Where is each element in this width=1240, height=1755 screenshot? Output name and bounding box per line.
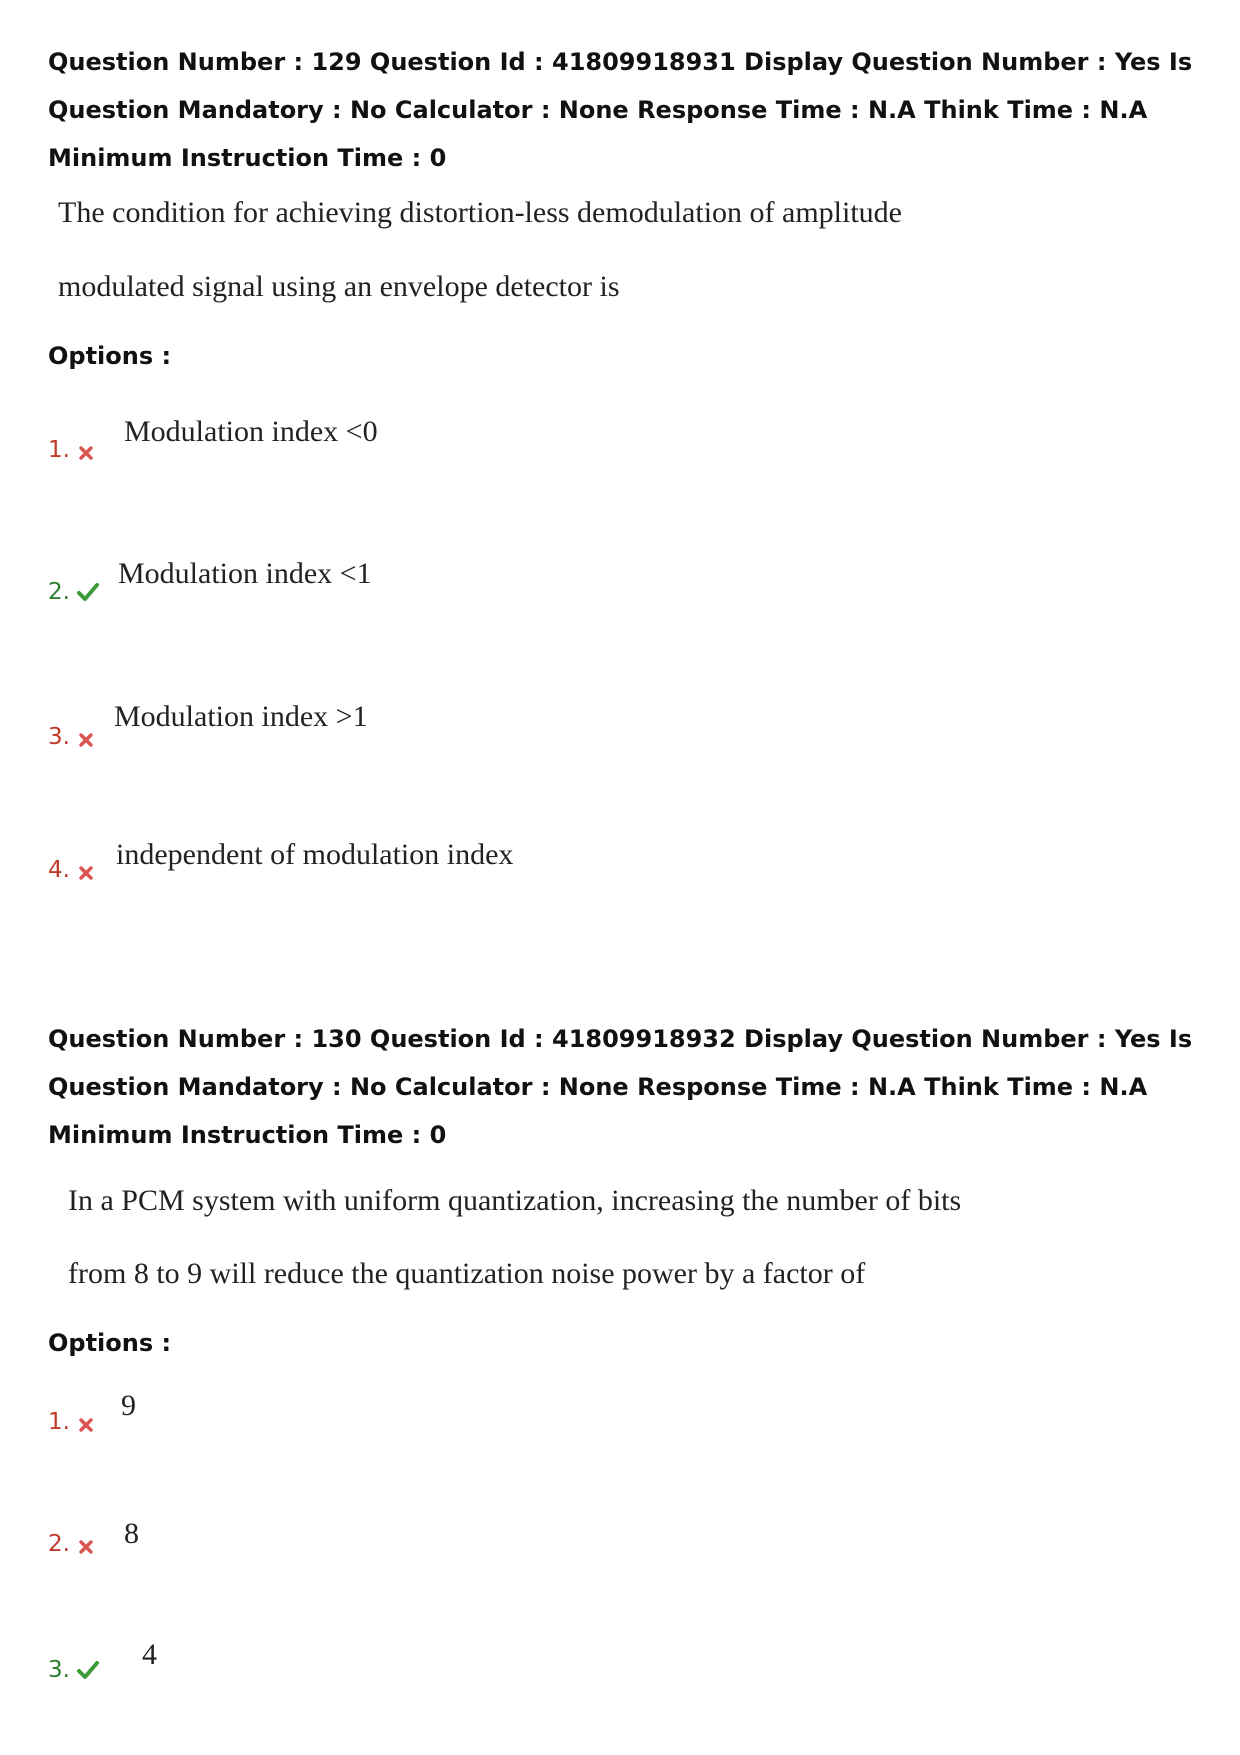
question-129-options-label: Options : xyxy=(48,342,172,370)
cross-icon xyxy=(78,1539,94,1555)
q130-option-3-text: 4 xyxy=(142,1638,157,1671)
cross-icon xyxy=(78,1417,94,1433)
q130-option-1-text: 9 xyxy=(121,1389,136,1422)
q130-option-2-text: 8 xyxy=(124,1517,139,1550)
question-129-stem-line-1: The condition for achieving distortion-less demodulation of amplitude xyxy=(58,196,902,229)
q129-option-3-text: Modulation index >1 xyxy=(114,700,368,733)
q129-option-2-text: Modulation index <1 xyxy=(118,557,372,590)
question-130-meta: Question Number : 130 Question Id : 41809918932 Display Question Number : Yes Is Question Mandatory : No Calculator : None Response Time : N.A Think Time : N.A Minimum Instruction Time : 0 xyxy=(48,1025,1193,1149)
q130-option-3-number: 3. xyxy=(48,1657,70,1683)
q130-option-1-number: 1. xyxy=(48,1409,70,1435)
question-130-stem-line-2: from 8 to 9 will reduce the quantization noise power by a factor of xyxy=(68,1257,866,1290)
question-129-meta: Question Number : 129 Question Id : 41809918931 Display Question Number : Yes Is Question Mandatory : No Calculator : None Response Time : N.A Think Time : N.A Minimum Instruction Time : 0 xyxy=(48,48,1193,172)
question-129-stem-line-2: modulated signal using an envelope detector is xyxy=(58,270,620,303)
cross-icon xyxy=(78,732,94,748)
cross-icon xyxy=(78,865,94,881)
q129-option-4-number: 4. xyxy=(48,857,70,883)
q129-option-4-text: independent of modulation index xyxy=(116,838,514,871)
q130-option-2-number: 2. xyxy=(48,1531,70,1557)
q129-option-2-number: 2. xyxy=(48,579,70,605)
cross-icon xyxy=(78,445,94,461)
question-130-stem-line-1: In a PCM system with uniform quantization, increasing the number of bits xyxy=(68,1184,962,1217)
q129-option-1-number: 1. xyxy=(48,437,70,463)
check-icon xyxy=(76,581,100,603)
q129-option-3-number: 3. xyxy=(48,724,70,750)
check-icon xyxy=(76,1659,100,1681)
question-130-options-label: Options : xyxy=(48,1329,172,1357)
q129-option-1-text: Modulation index <0 xyxy=(124,415,378,448)
